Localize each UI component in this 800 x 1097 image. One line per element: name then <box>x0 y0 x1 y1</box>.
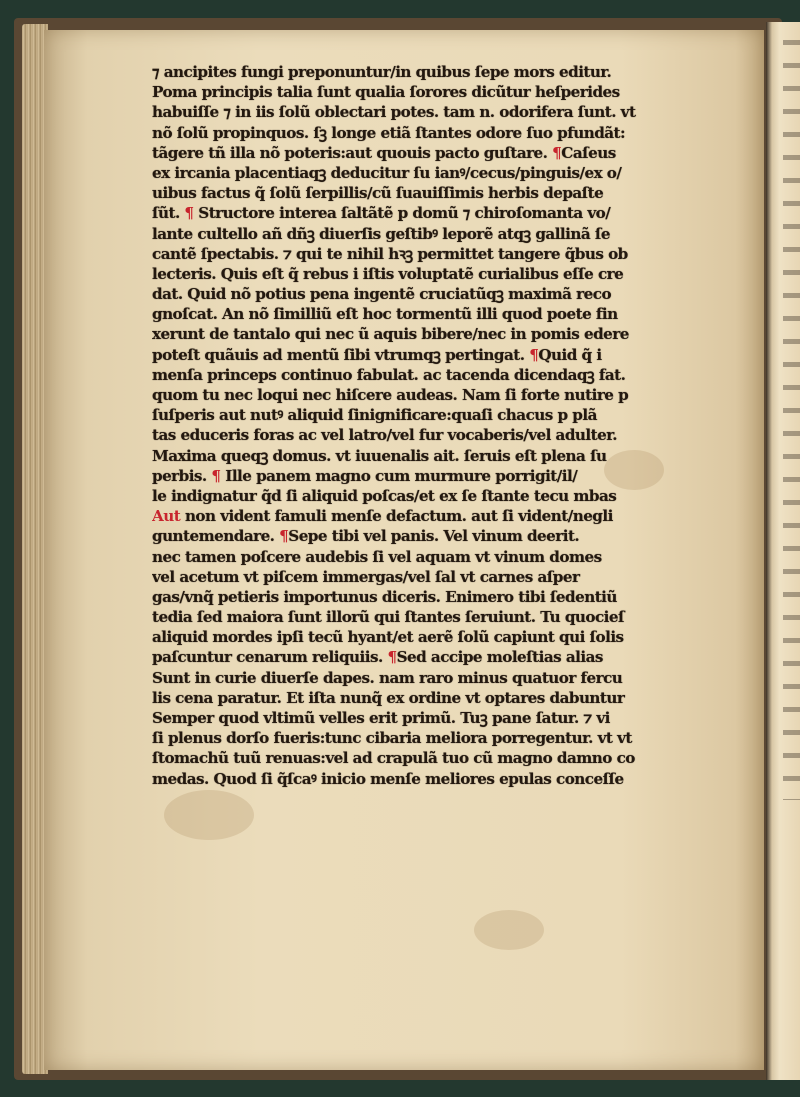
text-segment: lante cultello añ dñꝫ diuerſis geſtibꝰ leporẽ atqꝫ gallinã ſe <box>152 224 610 243</box>
text-segment: vel acetum vt piſcem immergas/vel ſal vt carnes aſper <box>152 567 580 586</box>
text-segment: Maxima queqꝫ domus. vt iuuenalis ait. ſeruis eſt plena ſu <box>152 446 607 465</box>
stain <box>474 910 544 950</box>
rubric-mark: ¶ <box>529 345 539 364</box>
text-line <box>152 688 682 708</box>
text-line <box>152 264 682 284</box>
text-segment: nõ ſolũ propinquos. ſꝫ longe etiã ſtantes odore ſuo pfundãt: <box>152 123 626 142</box>
text-segment: uibus factus q̃ ſolũ ſerpillis/cũ ſuauiſſimis herbis depaſte <box>152 184 604 203</box>
text-segment: ſũt. <box>152 204 185 223</box>
rubric-mark: ¶ <box>184 204 194 223</box>
rubric-mark: ¶ <box>211 466 221 485</box>
text-line <box>152 567 682 587</box>
text-line <box>152 62 682 82</box>
text-segment: Sed accipe moleſtias alias <box>396 648 603 667</box>
text-line <box>152 304 682 324</box>
text-segment: poteſt quãuis ad mentũ ſibi vtrumqꝫ pertingat. <box>152 345 530 364</box>
text-segment: Semper quod vltimũ velles erit primũ. Tuꝫ pane ſatur. ⁊ vi <box>152 709 610 727</box>
rubric-mark: ¶ <box>279 527 289 546</box>
text-line <box>152 748 682 768</box>
text-line <box>152 143 682 163</box>
text-line <box>152 587 682 607</box>
text-segment: aliquid mordes ipſi tecũ hyant/et aerẽ ſolũ capiunt qui ſolis <box>152 628 624 647</box>
text-segment: lis cena paratur. Et iſta nunq̃ ex ordine vt optares dabuntur <box>152 688 625 707</box>
text-line <box>152 547 682 567</box>
text-line <box>152 365 682 385</box>
text-line <box>152 607 682 627</box>
text-segment: paſcuntur cenarum reliquiis. <box>152 648 388 667</box>
text-line <box>152 425 682 445</box>
text-line <box>152 708 682 728</box>
text-segment: tas educeris foras ac vel latro/vel fur vocaberis/vel adulter. <box>152 426 617 445</box>
text-line <box>152 203 682 223</box>
text-line <box>152 345 682 365</box>
text-segment: Ille panem magno cum murmure porrigit/il/ <box>220 466 578 485</box>
text-segment: lecteris. Quis eſt q̃ rebus i iſtis voluptatẽ curialibus eſſe cre <box>152 264 624 283</box>
rubric-mark: ¶ <box>552 143 562 162</box>
text-line <box>152 224 682 244</box>
text-line <box>152 506 682 526</box>
text-line <box>152 244 682 264</box>
text-line <box>152 647 682 667</box>
text-line <box>152 385 682 405</box>
rubric-mark: Aut <box>152 507 181 526</box>
text-segment: perbis. <box>152 466 212 485</box>
text-block <box>152 62 682 789</box>
text-segment: menſa princeps continuo fabulat. ac tacenda dicendaqꝫ fat. <box>152 365 626 384</box>
text-line <box>152 486 682 506</box>
text-segment: quom tu nec loqui nec hiſcere audeas. Nam ſi forte nutire p <box>152 386 629 404</box>
facing-page-text <box>783 40 800 800</box>
text-segment: Sunt in curie diuerſe dapes. nam raro minus quatuor fercu <box>152 668 623 687</box>
text-segment: tedia ſed maiora ſunt illorũ qui ſtantes ſeruiunt. Tu quocieſ <box>152 608 624 627</box>
text-line <box>152 728 682 748</box>
text-segment: nec tamen poſcere audebis ſi vel aquam vt vinum domes <box>152 547 602 566</box>
text-line <box>152 284 682 304</box>
text-line <box>152 526 682 546</box>
text-segment: ſuſperis aut nutꝰ aliquid ſinignificare:quaſi chacus p plã <box>152 406 597 425</box>
text-line <box>152 668 682 688</box>
text-segment: le indignatur q̃d ſi aliquid poſcas/et ex ſe ſtante tecu mbas <box>152 486 617 505</box>
text-segment: gnoſcat. An nõ ſimilliũ eſt hoc tormentũ illi quod poete fin <box>152 305 618 324</box>
text-segment: dat. Quid nõ potius pena ingentẽ cruciatũqꝫ maximã reco <box>152 285 612 304</box>
text-line <box>152 123 682 143</box>
text-line <box>152 466 682 486</box>
text-segment: Caſeus <box>561 143 616 162</box>
text-segment: Structore interea ſaltãtẽ p domũ ⁊ chiroſomanta vo/ <box>193 204 611 223</box>
text-line <box>152 324 682 344</box>
text-segment: habuiſſe ⁊ in iis ſolũ oblectari potes. tam n. odorifera ſunt. vt <box>152 103 636 122</box>
text-segment: guntemendare. <box>152 527 280 546</box>
stain <box>164 790 254 840</box>
text-line <box>152 446 682 466</box>
text-segment: medas. Quod ſi q̃ſcaꝰ inicio menſe meliores epulas conceſſe <box>152 769 624 788</box>
text-segment: non vident famuli menſe defactum. aut ſi vident/negli <box>180 507 613 526</box>
text-line <box>152 627 682 647</box>
text-segment: xerunt de tantalo qui nec ũ aquis bibere/nec in pomis edere <box>152 325 629 344</box>
text-line <box>152 102 682 122</box>
text-segment: ex ircania placentiaqꝫ deducitur ſu ianꝰ/cecus/pinguis/ex o/ <box>152 163 622 182</box>
text-line <box>152 405 682 425</box>
text-line <box>152 183 682 203</box>
text-line <box>152 769 682 789</box>
text-segment: gas/vnq̃ petieris importunus diceris. Enimero tibi ſedentiũ <box>152 587 617 606</box>
rubric-mark: ¶ <box>387 648 397 667</box>
text-segment: cantẽ ſpectabis. ⁊ qui te nihil hꝛꝫ permittet tangere q̃bus ob <box>152 244 628 263</box>
text-line <box>152 163 682 183</box>
text-segment: Poma principis talia ſunt qualia ſorores dicũtur heſperides <box>152 83 620 102</box>
text-line <box>152 82 682 102</box>
text-segment: ſtomachũ tuũ renuas:vel ad crapulã tuo cũ magno damno co <box>152 749 635 768</box>
text-segment: tãgere tñ illa nõ poteris:aut quouis pacto guſtare. <box>152 143 553 162</box>
text-segment: Sepe tibi vel panis. Vel vinum deerit. <box>288 527 580 546</box>
text-segment: ſi plenus dorſo fueris:tunc cibaria meliora porregentur. vt vt <box>152 729 632 748</box>
text-segment: Quid q̃ i <box>538 345 602 364</box>
text-segment: ⁊ ancipites fungi preponuntur/in quibus ſepe mors editur. <box>152 63 612 81</box>
